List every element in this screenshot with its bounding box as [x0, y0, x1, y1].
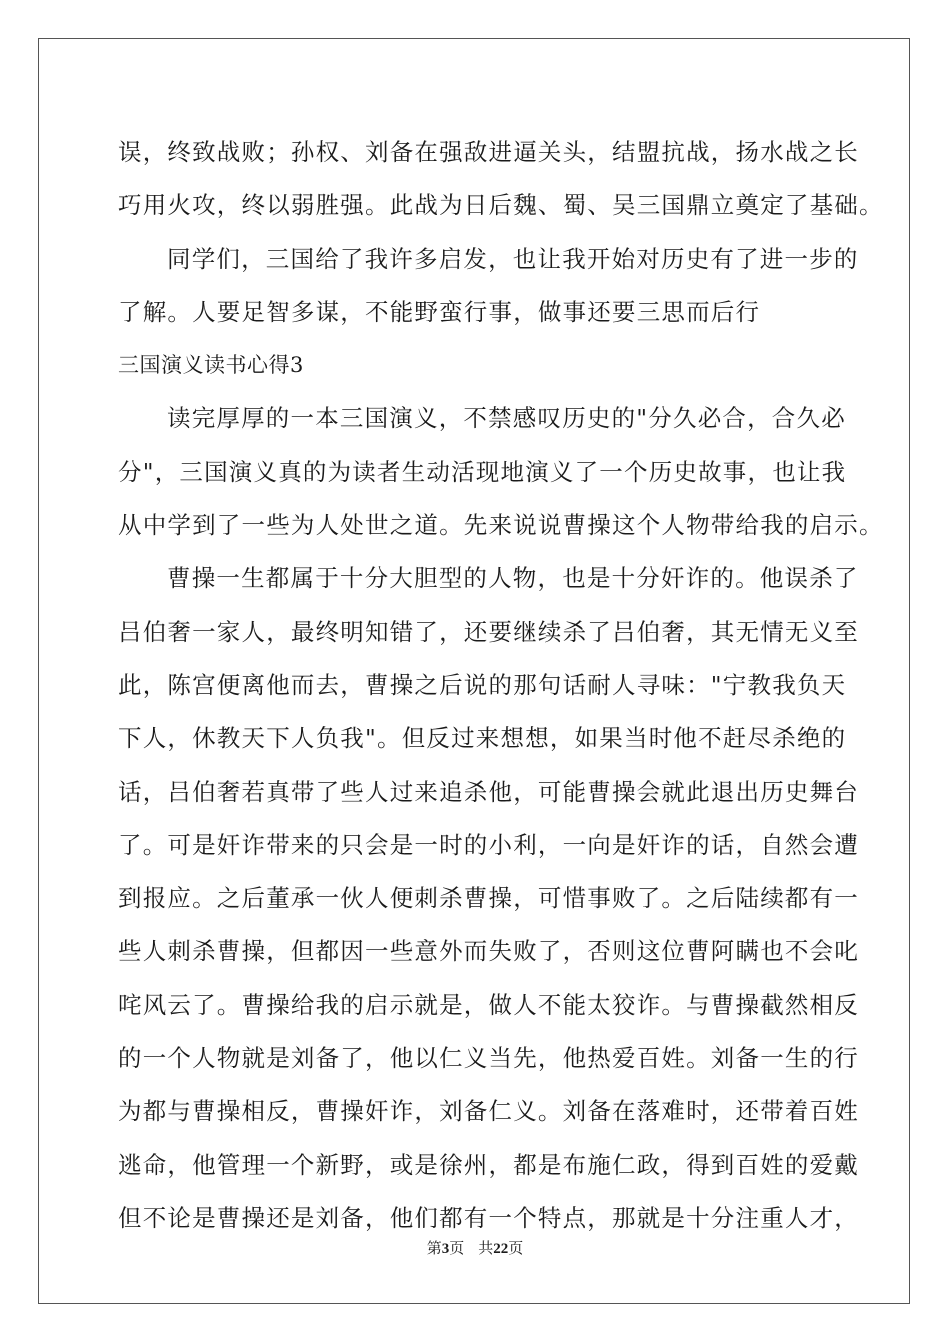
- paragraph-start-line: 读完厚厚的一本三国演义，不禁感叹历史的"分久必合，合久必: [167, 404, 846, 433]
- text-line: 咤风云了。曹操给我的启示就是，做人不能太狡诈。与曹操截然相反: [118, 990, 859, 1019]
- page-number: 3: [441, 1241, 450, 1257]
- text-line: 了解。人要足智多谋，不能野蛮行事，做事还要三思而后行: [118, 297, 761, 326]
- total-prefix: 共: [478, 1239, 494, 1257]
- text-line: 为都与曹操相反，曹操奸诈，刘备仁义。刘备在落难时，还带着百姓: [118, 1097, 859, 1126]
- text-line: 此，陈宫便离他而去，曹操之后说的那句话耐人寻味："宁教我负天: [118, 670, 847, 699]
- section-heading: 三国演义读书心得3: [118, 353, 304, 378]
- text-line: 了。可是奸诈带来的只会是一时的小利，一向是奸诈的话，自然会遭: [118, 830, 859, 859]
- page-footer: [0, 1238, 950, 1259]
- text-line: 吕伯奢一家人，最终明知错了，还要继续杀了吕伯奢，其无情无义至: [118, 617, 859, 646]
- document-body: [118, 126, 884, 1245]
- text-line: 从中学到了一些为人处世之道。先来说说曹操这个人物带给我的启示。: [118, 511, 884, 540]
- text-line: 误，终致战败；孙权、刘备在强敌进逼关头，结盟抗战，扬水战之长: [118, 138, 859, 166]
- text-line: 下人，休教天下人负我"。但反过来想想，如果当时他不赶尽杀绝的: [118, 724, 847, 753]
- text-line: 但不论是曹操还是刘备，他们都有一个特点，那就是十分注重人才，: [118, 1203, 859, 1232]
- page-suffix: 页: [449, 1239, 465, 1257]
- text-line: 些人刺杀曹操，但都因一些意外而失败了，否则这位曹阿瞒也不会叱: [118, 937, 859, 966]
- page-prefix: 第: [426, 1239, 442, 1257]
- page-total: 22: [493, 1241, 509, 1257]
- text-line: 分"，三国演义真的为读者生动活现地演义了一个历史故事，也让我: [118, 457, 847, 486]
- text-line: 逃命，他管理一个新野，或是徐州，都是布施仁政，得到百姓的爱戴: [118, 1150, 859, 1179]
- text-line: 巧用火攻，终以弱胜强。此战为日后魏、蜀、吴三国鼎立奠定了基础。: [118, 191, 884, 220]
- paragraph-start-line: 曹操一生都属于十分大胆型的人物，也是十分奸诈的。他误杀了: [167, 564, 859, 593]
- text-line: 的一个人物就是刘备了，他以仁义当先，他热爱百姓。刘备一生的行: [118, 1044, 859, 1073]
- text-line: 到报应。之后董承一伙人便刺杀曹操，可惜事败了。之后陆续都有一: [118, 884, 859, 913]
- text-line: 话，吕伯奢若真带了些人过来追杀他，可能曹操会就此退出历史舞台: [118, 777, 859, 806]
- total-suffix: 页: [508, 1239, 524, 1257]
- paragraph-start-line: 同学们，三国给了我许多启发，也让我开始对历史有了进一步的: [167, 244, 859, 273]
